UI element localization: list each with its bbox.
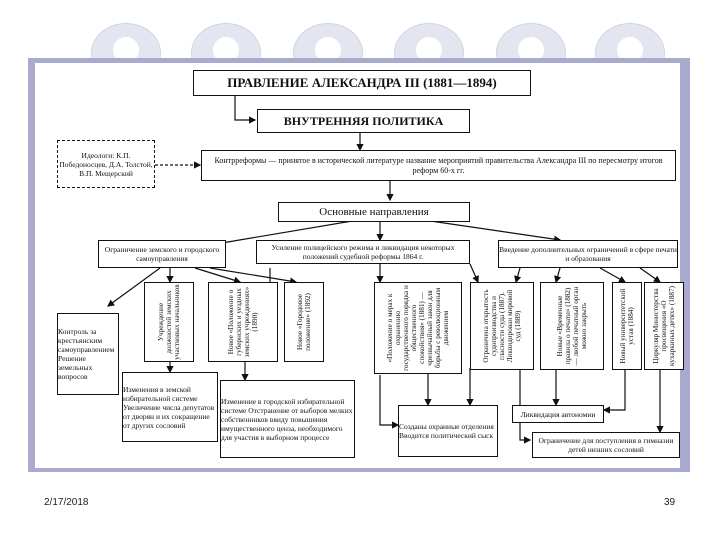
vertical-sud: Ограничена открытость судопроизводства и гласности суда (1887). Ликвидирован мировой суд (1889) xyxy=(470,282,534,370)
direction-press: Введение дополнительных ограничений в сфере печати и образования xyxy=(498,240,678,268)
vertical-cirkulyar: Циркуляр Министерства просвещения «О кухаркиных детях» (1887) xyxy=(644,282,684,370)
internal-policy-box: ВНУТРЕННЯЯ ПОЛИТИКА xyxy=(257,109,470,133)
autonomy-box: Ликвидация автономии xyxy=(512,405,604,423)
zemstvo-election-box: Изменения в земской избирательной системе Увеличение числа депутатов от дворян и их сокращение от других сословий xyxy=(122,372,218,442)
admission-limit-box: Ограничение для поступления в гимназии детей низших сословий xyxy=(532,432,680,458)
diagram-title: ПРАВЛЕНИЕ АЛЕКСАНДРА III (1881—1894) xyxy=(193,70,531,96)
slide-page-number: 39 xyxy=(664,497,676,508)
vertical-zemsky-polozhenie: Новое «Положение о губернских и уездных земских учреждениях» (1890) xyxy=(208,282,278,362)
ideologists-box: Идеологи: К.П. Победоносцев, Д.А. Толстой, В.П. Мещерский xyxy=(57,140,155,188)
counter-reforms-box: Контрреформы — принятое в исторической литературе название мероприятий правительства Александра III по пересмотру итогов реформ 60-х гг. xyxy=(201,150,676,181)
direction-zemstvo: Ограничение земского и городского самоуправления xyxy=(98,240,226,268)
slide-date: 2/17/2018 xyxy=(44,497,89,508)
vertical-zemsky-nachalniki: Учреждение должностей земских участковых начальников xyxy=(144,282,194,362)
control-peasants-box: Контроль за крестьянским самоуправлением Решение земельных вопросов xyxy=(57,313,119,395)
vertical-gorodovoe-polozhenie: Новое «Городовое положение» (1892) xyxy=(284,282,324,362)
vertical-okhrana-polozhenie: «Положение о мерах к охранению государственного порядка и общественного спокойствия» (1881) — чрезвычайный закон для борьбы с революционным движением xyxy=(374,282,462,374)
main-directions-box: Основные направления xyxy=(278,202,470,222)
vertical-universitet: Новый университетский устав (1884) xyxy=(612,282,642,370)
vertical-pechat: Новые «Временные правила о печати» (1882) — любой печатный орган можно закрыть xyxy=(540,282,604,370)
city-election-box: Изменение в городской избирательной системе Отстранение от выборов мелких собственников ввиду повышения имущественного ценза, необходимого для участия в выборном процессе xyxy=(220,380,355,458)
okhrana-created-box: Созданы охранные отделения Вводится политический сыск xyxy=(398,405,498,457)
direction-police: Усиление полицейского режима и ликвидация некоторых положений судебной реформы 1864 г. xyxy=(256,240,470,264)
